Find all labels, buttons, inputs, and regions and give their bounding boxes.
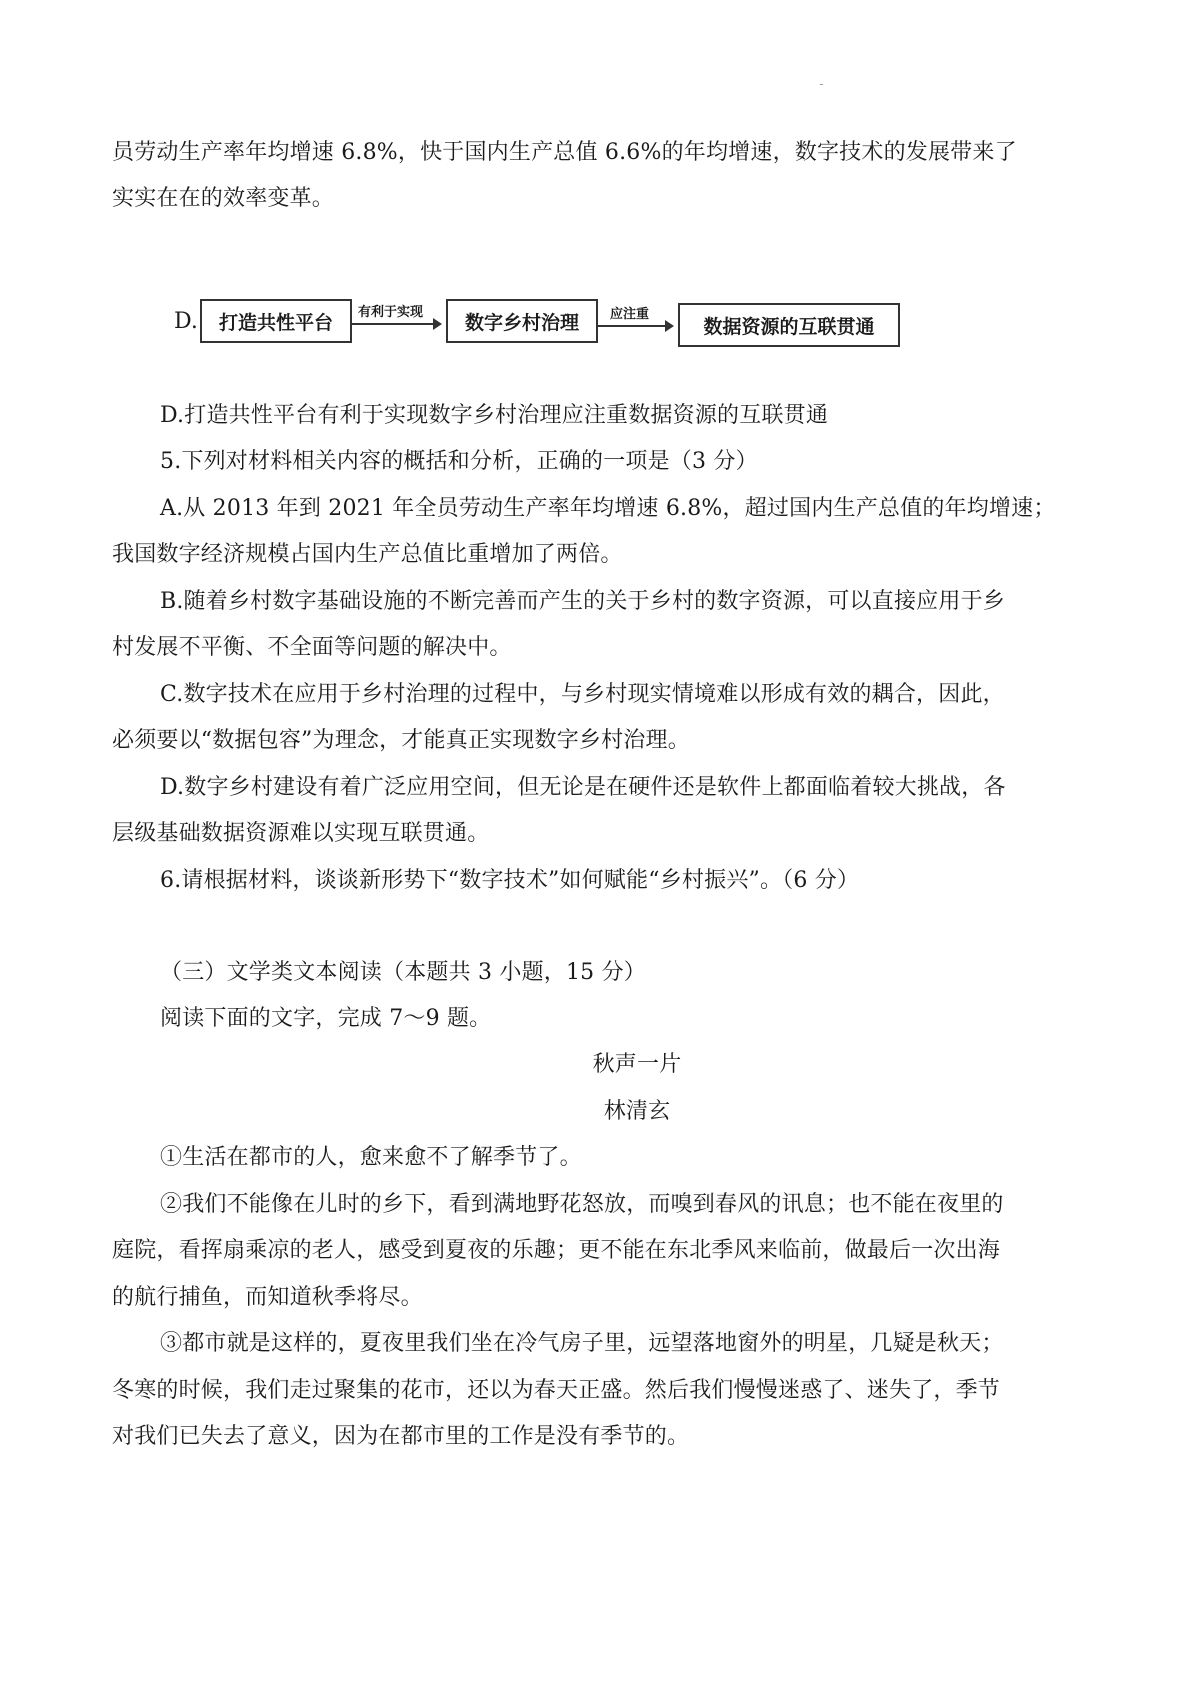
paragraph-line: 员劳动生产率年均增速 6.8%，快于国内生产总值 6.6%的年均增速，数字技术的发展带来了 xyxy=(112,140,1017,165)
article-paragraph: ③都市就是这样的，夏夜里我们坐在冷气房子里，远望落地窗外的明星，几疑是秋天； xyxy=(160,1331,1004,1356)
option-a: A.从 2013 年到 2021 年全员劳动生产率年均增速 6.8%，超过国内生产总值的年均增速； xyxy=(160,496,1056,521)
diagram-arrow-label: 应注重 xyxy=(610,307,650,322)
diagram-option-label: D. xyxy=(174,309,198,334)
article-paragraph: ②我们不能像在儿时的乡下，看到满地野花怒放，而嗅到春风的讯息；也不能在夜里的 xyxy=(160,1192,1004,1217)
option-b: B.随着乡村数字基础设施的不断完善而产生的关于乡村的数字资源，可以直接应用于乡 xyxy=(160,589,1005,614)
section-heading: （三）文学类文本阅读（本题共 3 小题，15 分） xyxy=(160,960,646,985)
option-d: D.打造共性平台有利于实现数字乡村治理应注重数据资源的互联贯通 xyxy=(160,403,829,428)
article-title: 秋声一片 xyxy=(592,1052,682,1077)
question-5-stem: 5.下列对材料相关内容的概括和分析，正确的一项是（3 分） xyxy=(160,449,758,474)
option-a-cont: 我国数字经济规模占国内生产总值比重增加了两倍。 xyxy=(112,542,623,567)
arrow-right-icon xyxy=(352,323,440,325)
article-paragraph-cont: 对我们已失去了意义，因为在都市里的工作是没有季节的。 xyxy=(112,1424,690,1449)
option-d: D.数字乡村建设有着广泛应用空间，但无论是在硬件还是软件上都面临着较大挑战，各 xyxy=(160,775,1006,800)
option-c-cont: 必须要以“数据包容”为理念，才能真正实现数字乡村治理。 xyxy=(112,728,690,753)
option-d-cont: 层级基础数据资源难以实现互联贯通。 xyxy=(112,821,490,846)
diagram-arrow-label: 有利于实现 xyxy=(358,305,424,320)
article-author: 林清玄 xyxy=(603,1099,671,1124)
paragraph-line: 实实在在的效率变革。 xyxy=(112,186,335,211)
diagram-box-data: 数据资源的互联贯通 xyxy=(678,303,900,347)
article-paragraph-cont: 的航行捕鱼，而知道秋季将尽。 xyxy=(112,1285,423,1310)
diagram-box-governance: 数字乡村治理 xyxy=(446,299,598,343)
diagram-box-platform: 打造共性平台 xyxy=(200,299,352,343)
flow-diagram xyxy=(174,295,914,355)
question-6-stem: 6.请根据材料，谈谈新形势下“数字技术”如何赋能“乡村振兴”。（6 分） xyxy=(160,868,860,893)
arrow-right-icon xyxy=(598,325,672,327)
article-paragraph: ①生活在都市的人，愈来愈不了解季节了。 xyxy=(160,1145,582,1170)
article-paragraph-cont: 庭院，看挥扇乘凉的老人，感受到夏夜的乐趣；更不能在东北季风来临前，做最后一次出海 xyxy=(112,1238,1001,1263)
article-paragraph-cont: 冬寒的时候，我们走过聚集的花市，还以为春天正盛。然后我们慢慢迷惑了、迷失了，季节 xyxy=(112,1378,1001,1403)
reading-instruction: 阅读下面的文字，完成 7～9 题。 xyxy=(160,1006,492,1031)
option-b-cont: 村发展不平衡、不全面等问题的解决中。 xyxy=(112,635,512,660)
scan-speck xyxy=(820,84,823,85)
option-c: C.数字技术在应用于乡村治理的过程中，与乡村现实情境难以形成有效的耦合，因此， xyxy=(160,682,1005,707)
